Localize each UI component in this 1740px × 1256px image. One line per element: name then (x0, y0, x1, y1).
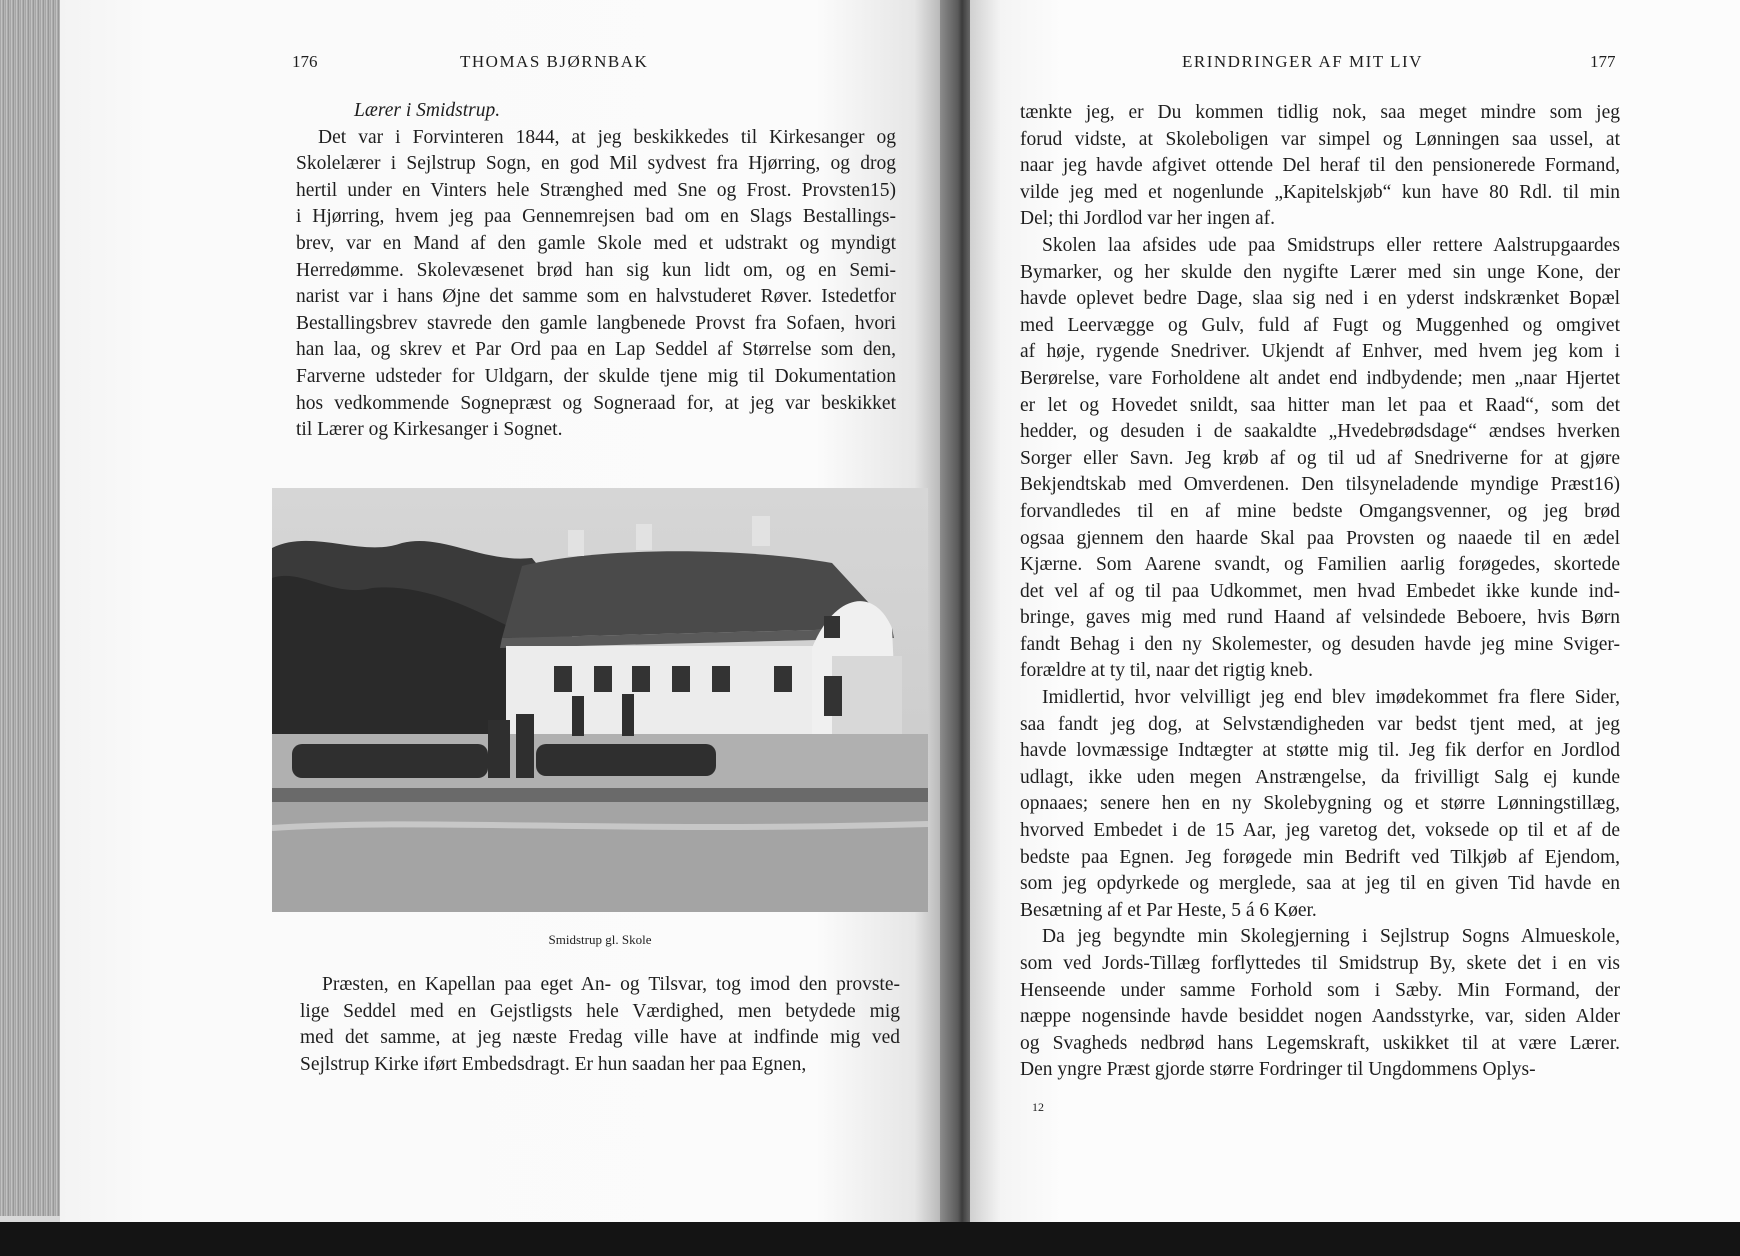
text-line: ogsaa gjennem den haarde Skal paa Provsten og naaede til en ædel (1020, 527, 1620, 549)
text-line: er let og Hovedet snildt, saa hitter man let paa et Raad“, som det (1020, 394, 1620, 416)
text-line: tænkte jeg, er Du kommen tidlig nok, saa meget mindre som jeg (1020, 102, 1620, 123)
left-running-head: THOMAS BJØRNBAK (460, 52, 649, 71)
right-paragraph-4 (1020, 924, 1620, 1084)
text-line: vilde jeg med et nogenlunde „Kapitelskjøb“ kun have 80 Rdl. til min (1020, 181, 1620, 203)
text-line: til Lærer og Kirkesanger i Sognet. (296, 419, 563, 441)
text-line: Det var i Forvinteren 1844, at jeg beskikkedes til Kirkesanger og (318, 126, 896, 148)
text-line: Den yngre Præst gjorde større Fordringer til Ungdommens Oplys- (1020, 1059, 1536, 1081)
text-line: Bekjendtskab med Omverdenen. Den tilsyneladende myndige Præst16) (1020, 474, 1620, 496)
text-line: bringe, gaves mig med rund Haand af velsindede Beboere, hvis Børn (1020, 607, 1620, 629)
text-line: hvorved Embedet i de 15 Aar, jeg varetog det, voksede op til et af de (1020, 820, 1620, 842)
text-line: udlagt, ikke uden megen Anstrængelse, da frivilligt Salg ej kunde (1020, 766, 1620, 788)
text-line: forvandledes til en af mine bedste Omgangsvenner, og jeg brød (1020, 500, 1620, 522)
text-line: Farverne udsteder for Uldgarn, der skulde tjene mig til Dokumentation (296, 365, 896, 387)
text-line: med Leervægge og Gulv, fuld af Fugt og Muggenhed og omgivet (1020, 314, 1620, 336)
text-line: narist var i hans Øjne det samme som en halvstuderet Røver. Istedetfor (296, 286, 896, 308)
left-text-upper (296, 98, 896, 444)
right-paragraph-3 (1020, 685, 1620, 924)
text-line: næppe nogensinde havde besiddet nogen Aandsstyrke, var, siden Alder (1020, 1006, 1620, 1028)
text-line: Bestallingsbrev stavrede den gamle langbenede Provst fra Sofaen, hvori (296, 312, 896, 334)
left-text-lower (300, 972, 900, 1078)
text-line: af høje, rygende Snedriver. Ukjendt af Enhver, med hvem jeg kom i (1020, 341, 1620, 363)
right-paragraph-1 (1020, 100, 1620, 233)
right-text (1020, 100, 1620, 1084)
left-paragraph-2 (300, 972, 900, 1078)
right-running-head: ERINDRINGER AF MIT LIV (1182, 52, 1423, 71)
text-line: Præsten, en Kapellan paa eget An- og Tilsvar, tog imod den provste- (322, 974, 900, 995)
text-line: Sejlstrup Kirke iført Embedsdragt. Er hun saadan her paa Egnen, (300, 1053, 807, 1075)
text-line: som jeg opdyrkede og merglede, saa at jeg til en given Tid havde en (1020, 873, 1620, 895)
left-page-number: 176 (292, 52, 318, 71)
school-photo (272, 488, 928, 912)
text-line: med det samme, at jeg næste Fredag ville have at indfinde mig ved (300, 1027, 900, 1049)
right-page-number: 177 (1590, 52, 1616, 71)
text-line: hedder, og desuden i de saakaldte „Hvedebrødsdage“ ændses hverken (1020, 421, 1620, 443)
left-paragraph-1 (296, 125, 896, 444)
text-line: havde lovmæssige Indtægter at støtte mig til. Jeg fik derfor en Jordlod (1020, 740, 1620, 762)
text-line: Da jeg begyndte min Skolegjerning i Sejlstrup Sogns Almueskole, (1042, 926, 1620, 948)
text-line: og Svagheds nedbrød hans Legemskraft, uskikket til at være Lærer. (1020, 1032, 1620, 1054)
text-line: hos vedkommende Sognepræst og Sogneraad for, at jeg var beskikket (296, 392, 896, 414)
text-line: havde oplevet bedre Dage, slaa sig ned i en yderst indskrænket Bopæl (1020, 288, 1620, 310)
scanner-bottom-border (0, 1222, 1740, 1256)
text-line: Kjærne. Som Aarene svandt, og Familien aarlig forøgedes, skortede (1020, 554, 1620, 576)
text-line: forældre at ty til, naar det rigtig kneb. (1020, 660, 1313, 682)
text-line: Henseende under samme Forhold som i Sæby. Min Formand, der (1020, 979, 1620, 1001)
text-line: fandt Behag i den ny Skolemester, og desuden havde jeg mine Sviger- (1020, 633, 1620, 655)
signature-mark: 12 (1032, 1100, 1044, 1114)
school-photo-illustration (272, 488, 928, 912)
text-line: naar jeg havde afgivet ottende Del heraf til den pensionerede Formand, (1020, 155, 1620, 177)
photo-caption: Smidstrup gl. Skole (548, 932, 652, 947)
text-line: Skolen laa afsides ude paa Smidstrups eller rettere Aalstrupgaardes (1042, 234, 1620, 256)
text-line: forud vidste, at Skoleboligen var simpel og Lønningen saa ussel, at (1020, 128, 1620, 150)
text-line: Sorger eller Savn. Jeg krøb af og til ud af Snedriverne for at gjøre (1020, 447, 1620, 469)
text-line: Del; thi Jordlod var her ingen af. (1020, 208, 1276, 230)
text-line: Berørelse, vare Forholdene alt andet end indbydende; men „naar Hjertet (1020, 367, 1620, 389)
text-line: bedste paa Egnen. Jeg forøgede min Bedrift ved Tilkjøb af Ejendom, (1020, 846, 1620, 868)
text-line: lige Seddel med en Gejstligsts hele Værdighed, men betydede mig (300, 1000, 900, 1022)
text-line: Imidlertid, hvor velvilligt jeg end blev imødekommet fra flere Sider, (1042, 687, 1620, 709)
text-line: Besætning af et Par Heste, 5 á 6 Køer. (1020, 899, 1317, 921)
text-line: Herredømme. Skolevæsenet brød han sig kun lidt om, og en Semi- (296, 259, 896, 281)
text-line: i Hjørring, hvem jeg paa Gennemrejsen bad om en Slags Bestallings- (296, 206, 896, 228)
text-line: han laa, og skrev et Par Ord paa en Lap Seddel af Størrelse som den, (296, 339, 896, 361)
text-line: det vel af og til paa Udkommet, men hvad Embedet ikke kunde ind- (1020, 580, 1620, 602)
text-line: opnaaes; senere hen en ny Skolebygning og et større Lønningstillæg, (1020, 793, 1620, 815)
text-line: hertil under en Vinters hele Strænghed med Sne og Frost. Provsten15) (296, 179, 896, 201)
text-line: Bymarker, og her skulde den nygifte Lærer med sin unge Kone, der (1020, 261, 1620, 283)
text-line: Skolelærer i Sejlstrup Sogn, en god Mil sydvest fra Hjørring, og drog (296, 153, 896, 175)
text-line: brev, var en Mand af den gamle Skole med et udstrakt og myndigt (296, 232, 896, 254)
text-line: som ved Jords-Tillæg forflyttedes til Smidstrup By, skete det i en vis (1020, 953, 1620, 974)
section-heading: Lærer i Smidstrup. (354, 100, 501, 121)
text-line: saa fandt jeg dog, at Selvstændigheden var bedst tjent med, at jeg (1020, 713, 1620, 735)
right-paragraph-2 (1020, 233, 1620, 685)
